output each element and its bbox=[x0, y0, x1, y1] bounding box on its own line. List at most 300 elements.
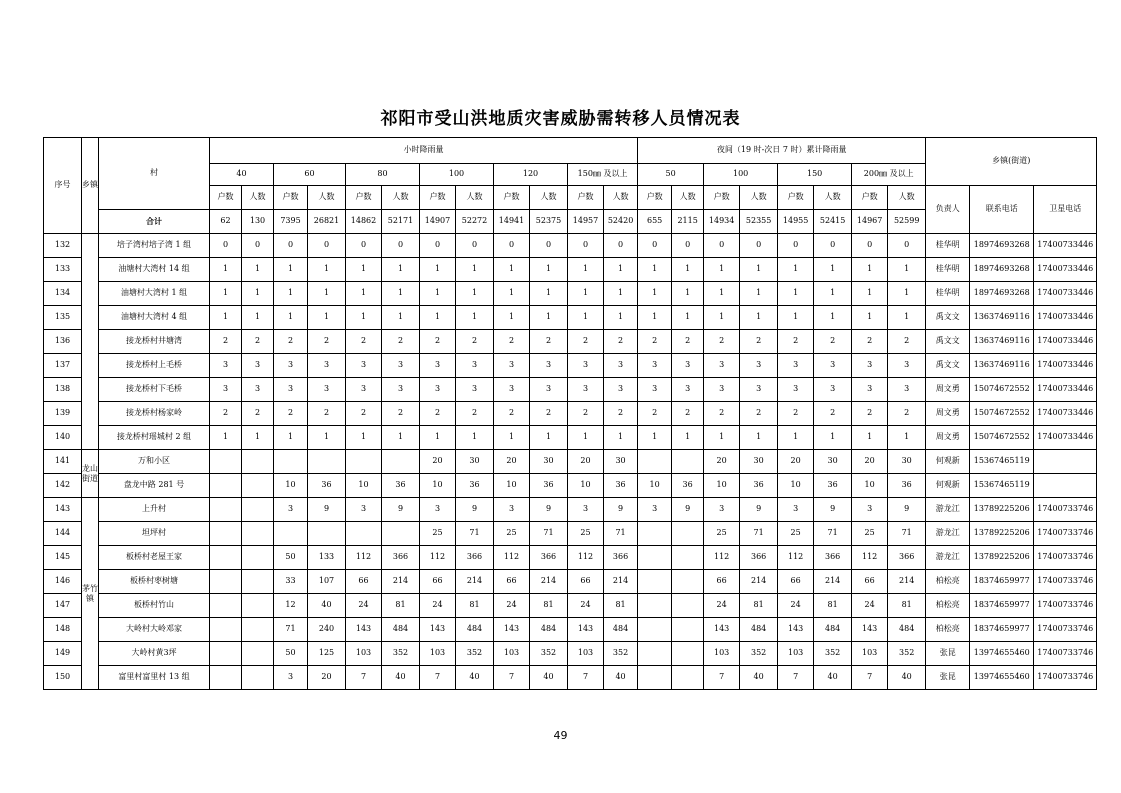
total-value: 2115 bbox=[672, 210, 704, 234]
cell-value: 1 bbox=[456, 258, 494, 282]
cell-value: 0 bbox=[242, 234, 274, 258]
header-responsible: 负责人 bbox=[926, 186, 970, 234]
row-number: 133 bbox=[44, 258, 82, 282]
cell-value: 25 bbox=[568, 522, 604, 546]
cell-value bbox=[672, 570, 704, 594]
cell-value: 33 bbox=[274, 570, 308, 594]
cell-value: 3 bbox=[814, 378, 852, 402]
cell-value bbox=[210, 594, 242, 618]
cell-value bbox=[242, 618, 274, 642]
responsible-person: 桂华明 bbox=[926, 282, 970, 306]
row-number: 149 bbox=[44, 642, 82, 666]
cell-value bbox=[242, 666, 274, 690]
col-persons: 人数 bbox=[888, 186, 926, 210]
cell-value: 30 bbox=[740, 450, 778, 474]
cell-value: 1 bbox=[308, 258, 346, 282]
responsible-person: 桂华明 bbox=[926, 234, 970, 258]
col-persons: 人数 bbox=[456, 186, 494, 210]
cell-value: 1 bbox=[420, 306, 456, 330]
cell-value: 66 bbox=[778, 570, 814, 594]
cell-value: 1 bbox=[888, 282, 926, 306]
satellite-phone bbox=[1034, 450, 1097, 474]
contact-phone: 15074672552 bbox=[970, 402, 1034, 426]
cell-value: 1 bbox=[274, 426, 308, 450]
cell-value: 66 bbox=[852, 570, 888, 594]
cell-value: 0 bbox=[456, 234, 494, 258]
total-value: 14941 bbox=[494, 210, 530, 234]
cell-value bbox=[242, 498, 274, 522]
cell-value: 2 bbox=[814, 330, 852, 354]
cell-value: 1 bbox=[568, 426, 604, 450]
cell-value: 143 bbox=[494, 618, 530, 642]
cell-value: 3 bbox=[852, 378, 888, 402]
cell-value: 366 bbox=[456, 546, 494, 570]
col-households: 户数 bbox=[274, 186, 308, 210]
cell-value: 71 bbox=[814, 522, 852, 546]
cell-value: 352 bbox=[456, 642, 494, 666]
cell-value: 112 bbox=[778, 546, 814, 570]
cell-value: 3 bbox=[382, 378, 420, 402]
cell-value: 10 bbox=[778, 474, 814, 498]
cell-value: 103 bbox=[778, 642, 814, 666]
cell-value: 1 bbox=[888, 306, 926, 330]
hourly-level-60: 60 bbox=[274, 164, 346, 186]
cell-value: 0 bbox=[740, 234, 778, 258]
cell-value: 1 bbox=[740, 426, 778, 450]
table-row bbox=[44, 402, 1097, 426]
cell-value: 66 bbox=[420, 570, 456, 594]
responsible-person: 何观新 bbox=[926, 474, 970, 498]
cell-value bbox=[672, 450, 704, 474]
responsible-person: 何观新 bbox=[926, 450, 970, 474]
cell-value: 1 bbox=[382, 306, 420, 330]
cell-value: 2 bbox=[308, 402, 346, 426]
cell-value: 1 bbox=[308, 306, 346, 330]
cell-value: 484 bbox=[604, 618, 638, 642]
village-name: 大岭村大岭邓家 bbox=[99, 618, 210, 642]
cell-value bbox=[210, 498, 242, 522]
row-number: 143 bbox=[44, 498, 82, 522]
satellite-phone: 17400733446 bbox=[1034, 306, 1097, 330]
cell-value: 71 bbox=[740, 522, 778, 546]
cell-value: 214 bbox=[604, 570, 638, 594]
cell-value: 2 bbox=[638, 402, 672, 426]
cell-value: 2 bbox=[852, 402, 888, 426]
cell-value bbox=[672, 594, 704, 618]
cell-value: 50 bbox=[274, 546, 308, 570]
satellite-phone: 17400733746 bbox=[1034, 498, 1097, 522]
village-name: 培子湾村培子湾 1 组 bbox=[99, 234, 210, 258]
row-number: 138 bbox=[44, 378, 82, 402]
cell-value: 1 bbox=[604, 306, 638, 330]
cell-value: 1 bbox=[672, 282, 704, 306]
cell-value: 2 bbox=[420, 402, 456, 426]
col-households: 户数 bbox=[852, 186, 888, 210]
responsible-person: 游龙江 bbox=[926, 522, 970, 546]
row-number: 144 bbox=[44, 522, 82, 546]
contact-phone: 15367465119 bbox=[970, 474, 1034, 498]
cell-value: 36 bbox=[672, 474, 704, 498]
evacuation-table bbox=[43, 137, 1097, 690]
cell-value: 3 bbox=[672, 378, 704, 402]
satellite-phone: 17400733746 bbox=[1034, 666, 1097, 690]
cell-value: 0 bbox=[852, 234, 888, 258]
night-level-200: 200㎜ 及以上 bbox=[852, 164, 926, 186]
responsible-person: 周文勇 bbox=[926, 402, 970, 426]
row-number: 141 bbox=[44, 450, 82, 474]
cell-value: 484 bbox=[740, 618, 778, 642]
cell-value: 3 bbox=[494, 498, 530, 522]
cell-value: 25 bbox=[420, 522, 456, 546]
cell-value: 20 bbox=[778, 450, 814, 474]
town-cell-maozhu: 茅竹镇 bbox=[82, 498, 99, 690]
cell-value: 2 bbox=[672, 402, 704, 426]
total-value: 14955 bbox=[778, 210, 814, 234]
row-number: 148 bbox=[44, 618, 82, 642]
cell-value: 2 bbox=[494, 402, 530, 426]
responsible-person: 柏松亮 bbox=[926, 570, 970, 594]
cell-value: 366 bbox=[888, 546, 926, 570]
cell-value: 25 bbox=[778, 522, 814, 546]
cell-value: 1 bbox=[494, 426, 530, 450]
cell-value: 214 bbox=[740, 570, 778, 594]
contact-phone: 18374659977 bbox=[970, 570, 1034, 594]
col-households: 户数 bbox=[346, 186, 382, 210]
cell-value: 1 bbox=[382, 426, 420, 450]
total-value: 52415 bbox=[814, 210, 852, 234]
table-row bbox=[44, 618, 1097, 642]
cell-value: 9 bbox=[456, 498, 494, 522]
cell-value: 1 bbox=[814, 258, 852, 282]
cell-value: 3 bbox=[568, 498, 604, 522]
cell-value: 366 bbox=[604, 546, 638, 570]
cell-value: 24 bbox=[494, 594, 530, 618]
responsible-person: 周文勇 bbox=[926, 378, 970, 402]
cell-value: 2 bbox=[456, 330, 494, 354]
cell-value: 81 bbox=[604, 594, 638, 618]
cell-value: 7 bbox=[852, 666, 888, 690]
satellite-phone: 17400733746 bbox=[1034, 618, 1097, 642]
cell-value: 40 bbox=[456, 666, 494, 690]
cell-value: 2 bbox=[568, 402, 604, 426]
village-name: 大岭村黄3坪 bbox=[99, 642, 210, 666]
cell-value: 1 bbox=[420, 258, 456, 282]
cell-value: 81 bbox=[814, 594, 852, 618]
cell-value: 0 bbox=[814, 234, 852, 258]
cell-value: 3 bbox=[210, 378, 242, 402]
cell-value: 112 bbox=[494, 546, 530, 570]
cell-value: 9 bbox=[530, 498, 568, 522]
cell-value bbox=[638, 618, 672, 642]
cell-value: 7 bbox=[778, 666, 814, 690]
contact-phone: 18974693268 bbox=[970, 258, 1034, 282]
cell-value: 352 bbox=[604, 642, 638, 666]
cell-value: 25 bbox=[704, 522, 740, 546]
cell-value bbox=[210, 642, 242, 666]
cell-value: 214 bbox=[382, 570, 420, 594]
page-number: 49 bbox=[553, 729, 568, 742]
cell-value: 71 bbox=[530, 522, 568, 546]
responsible-person: 游龙江 bbox=[926, 546, 970, 570]
table-row bbox=[44, 354, 1097, 378]
cell-value: 0 bbox=[778, 234, 814, 258]
cell-value bbox=[242, 546, 274, 570]
cell-value: 24 bbox=[420, 594, 456, 618]
cell-value: 1 bbox=[778, 306, 814, 330]
cell-value: 9 bbox=[672, 498, 704, 522]
cell-value: 10 bbox=[494, 474, 530, 498]
cell-value: 71 bbox=[604, 522, 638, 546]
cell-value: 1 bbox=[638, 282, 672, 306]
cell-value: 484 bbox=[456, 618, 494, 642]
contact-phone: 13974655460 bbox=[970, 666, 1034, 690]
table-row bbox=[44, 306, 1097, 330]
cell-value: 3 bbox=[274, 498, 308, 522]
cell-value: 0 bbox=[346, 234, 382, 258]
satellite-phone: 17400733446 bbox=[1034, 402, 1097, 426]
cell-value: 3 bbox=[888, 378, 926, 402]
responsible-person: 柏松亮 bbox=[926, 594, 970, 618]
cell-value: 10 bbox=[852, 474, 888, 498]
cell-value: 0 bbox=[210, 234, 242, 258]
table-row bbox=[44, 522, 1097, 546]
cell-value: 81 bbox=[382, 594, 420, 618]
row-number: 139 bbox=[44, 402, 82, 426]
cell-value: 1 bbox=[530, 258, 568, 282]
village-name: 接龙桥村瑶城村 2 组 bbox=[99, 426, 210, 450]
cell-value bbox=[672, 618, 704, 642]
cell-value: 1 bbox=[242, 258, 274, 282]
cell-value: 0 bbox=[888, 234, 926, 258]
cell-value: 103 bbox=[568, 642, 604, 666]
cell-value: 1 bbox=[672, 258, 704, 282]
cell-value bbox=[242, 450, 274, 474]
cell-value: 1 bbox=[704, 426, 740, 450]
satellite-phone bbox=[1034, 474, 1097, 498]
cell-value bbox=[638, 546, 672, 570]
table-row bbox=[44, 234, 1097, 258]
cell-value: 10 bbox=[704, 474, 740, 498]
cell-value: 2 bbox=[604, 330, 638, 354]
cell-value: 2 bbox=[494, 330, 530, 354]
village-name: 盘龙中路 281 号 bbox=[99, 474, 210, 498]
cell-value: 2 bbox=[210, 330, 242, 354]
row-number: 132 bbox=[44, 234, 82, 258]
cell-value: 3 bbox=[210, 354, 242, 378]
cell-value: 107 bbox=[308, 570, 346, 594]
cell-value: 3 bbox=[778, 378, 814, 402]
cell-value: 0 bbox=[568, 234, 604, 258]
cell-value: 3 bbox=[530, 354, 568, 378]
row-number: 135 bbox=[44, 306, 82, 330]
village-name: 接龙桥村下毛桥 bbox=[99, 378, 210, 402]
cell-value: 66 bbox=[494, 570, 530, 594]
col-persons: 人数 bbox=[672, 186, 704, 210]
cell-value: 36 bbox=[382, 474, 420, 498]
satellite-phone: 17400733746 bbox=[1034, 594, 1097, 618]
cell-value: 1 bbox=[568, 306, 604, 330]
contact-phone: 18374659977 bbox=[970, 618, 1034, 642]
total-value: 26821 bbox=[308, 210, 346, 234]
cell-value: 2 bbox=[210, 402, 242, 426]
cell-value: 0 bbox=[672, 234, 704, 258]
cell-value: 484 bbox=[888, 618, 926, 642]
cell-value: 352 bbox=[530, 642, 568, 666]
total-value: 52272 bbox=[456, 210, 494, 234]
cell-value: 25 bbox=[494, 522, 530, 546]
cell-value: 1 bbox=[814, 306, 852, 330]
cell-value bbox=[638, 594, 672, 618]
cell-value: 3 bbox=[568, 378, 604, 402]
satellite-phone: 17400733746 bbox=[1034, 570, 1097, 594]
contact-phone: 18974693268 bbox=[970, 234, 1034, 258]
cell-value: 484 bbox=[814, 618, 852, 642]
cell-value bbox=[210, 546, 242, 570]
cell-value: 0 bbox=[638, 234, 672, 258]
village-name: 接龙桥村上毛桥 bbox=[99, 354, 210, 378]
cell-value: 1 bbox=[210, 258, 242, 282]
responsible-person: 周文勇 bbox=[926, 426, 970, 450]
cell-value: 366 bbox=[382, 546, 420, 570]
cell-value: 3 bbox=[274, 354, 308, 378]
cell-value: 30 bbox=[604, 450, 638, 474]
responsible-person: 张昆 bbox=[926, 642, 970, 666]
cell-value bbox=[672, 546, 704, 570]
village-name: 板桥村竹山 bbox=[99, 594, 210, 618]
cell-value: 50 bbox=[274, 642, 308, 666]
cell-value: 36 bbox=[456, 474, 494, 498]
cell-value: 24 bbox=[568, 594, 604, 618]
cell-value bbox=[242, 642, 274, 666]
satellite-phone: 17400733446 bbox=[1034, 378, 1097, 402]
cell-value: 1 bbox=[530, 306, 568, 330]
contact-phone: 18974693268 bbox=[970, 282, 1034, 306]
cell-value: 1 bbox=[604, 258, 638, 282]
total-value: 130 bbox=[242, 210, 274, 234]
responsible-person: 张昆 bbox=[926, 666, 970, 690]
cell-value: 2 bbox=[530, 330, 568, 354]
cell-value: 1 bbox=[210, 426, 242, 450]
cell-value: 112 bbox=[346, 546, 382, 570]
cell-value: 352 bbox=[888, 642, 926, 666]
cell-value: 1 bbox=[274, 282, 308, 306]
cell-value: 1 bbox=[778, 282, 814, 306]
satellite-phone: 17400733746 bbox=[1034, 546, 1097, 570]
total-value: 52171 bbox=[382, 210, 420, 234]
cell-value: 36 bbox=[308, 474, 346, 498]
cell-value: 71 bbox=[456, 522, 494, 546]
cell-value: 1 bbox=[814, 282, 852, 306]
responsible-person: 禹文文 bbox=[926, 354, 970, 378]
cell-value: 24 bbox=[852, 594, 888, 618]
cell-value: 2 bbox=[346, 330, 382, 354]
cell-value: 20 bbox=[494, 450, 530, 474]
cell-value: 3 bbox=[494, 354, 530, 378]
cell-value: 81 bbox=[888, 594, 926, 618]
header-village: 村 bbox=[99, 138, 210, 210]
cell-value: 2 bbox=[814, 402, 852, 426]
cell-value: 214 bbox=[888, 570, 926, 594]
table-row bbox=[44, 378, 1097, 402]
cell-value: 3 bbox=[242, 354, 274, 378]
cell-value: 366 bbox=[814, 546, 852, 570]
cell-value: 30 bbox=[456, 450, 494, 474]
cell-value: 10 bbox=[420, 474, 456, 498]
row-number: 136 bbox=[44, 330, 82, 354]
cell-value: 40 bbox=[814, 666, 852, 690]
cell-value: 2 bbox=[242, 330, 274, 354]
hourly-level-100: 100 bbox=[420, 164, 494, 186]
cell-value: 143 bbox=[420, 618, 456, 642]
cell-value: 1 bbox=[242, 306, 274, 330]
row-number: 134 bbox=[44, 282, 82, 306]
cell-value: 3 bbox=[638, 498, 672, 522]
cell-value: 0 bbox=[420, 234, 456, 258]
cell-value: 20 bbox=[308, 666, 346, 690]
cell-value: 0 bbox=[704, 234, 740, 258]
cell-value bbox=[638, 522, 672, 546]
cell-value bbox=[242, 474, 274, 498]
cell-value: 1 bbox=[852, 306, 888, 330]
cell-value: 1 bbox=[704, 258, 740, 282]
cell-value: 3 bbox=[568, 354, 604, 378]
responsible-person: 桂华明 bbox=[926, 258, 970, 282]
cell-value: 1 bbox=[456, 426, 494, 450]
cell-value: 3 bbox=[308, 354, 346, 378]
cell-value: 81 bbox=[740, 594, 778, 618]
row-number: 147 bbox=[44, 594, 82, 618]
satellite-phone: 17400733446 bbox=[1034, 330, 1097, 354]
cell-value: 112 bbox=[852, 546, 888, 570]
cell-value: 3 bbox=[604, 378, 638, 402]
cell-value bbox=[638, 666, 672, 690]
cell-value: 3 bbox=[420, 354, 456, 378]
cell-value: 1 bbox=[672, 426, 704, 450]
cell-value: 3 bbox=[346, 378, 382, 402]
cell-value: 2 bbox=[704, 330, 740, 354]
contact-phone: 13637469116 bbox=[970, 306, 1034, 330]
contact-phone: 13789225206 bbox=[970, 546, 1034, 570]
hourly-level-150: 150㎜ 及以上 bbox=[568, 164, 638, 186]
cell-value: 1 bbox=[740, 282, 778, 306]
cell-value: 1 bbox=[308, 282, 346, 306]
total-value: 14967 bbox=[852, 210, 888, 234]
row-number: 140 bbox=[44, 426, 82, 450]
total-value: 52355 bbox=[740, 210, 778, 234]
cell-value: 40 bbox=[740, 666, 778, 690]
cell-value: 9 bbox=[308, 498, 346, 522]
cell-value: 12 bbox=[274, 594, 308, 618]
cell-value bbox=[210, 522, 242, 546]
row-number: 146 bbox=[44, 570, 82, 594]
cell-value: 484 bbox=[530, 618, 568, 642]
cell-value: 20 bbox=[420, 450, 456, 474]
cell-value: 3 bbox=[274, 378, 308, 402]
cell-value: 2 bbox=[778, 402, 814, 426]
cell-value: 20 bbox=[852, 450, 888, 474]
cell-value: 103 bbox=[346, 642, 382, 666]
cell-value bbox=[638, 570, 672, 594]
cell-value bbox=[210, 570, 242, 594]
responsible-person: 禹文文 bbox=[926, 330, 970, 354]
cell-value: 3 bbox=[420, 378, 456, 402]
total-value: 14907 bbox=[420, 210, 456, 234]
village-name: 富里村富里村 13 组 bbox=[99, 666, 210, 690]
header-phone: 联系电话 bbox=[970, 186, 1034, 234]
cell-value: 0 bbox=[274, 234, 308, 258]
cell-value: 3 bbox=[778, 498, 814, 522]
cell-value: 1 bbox=[638, 258, 672, 282]
